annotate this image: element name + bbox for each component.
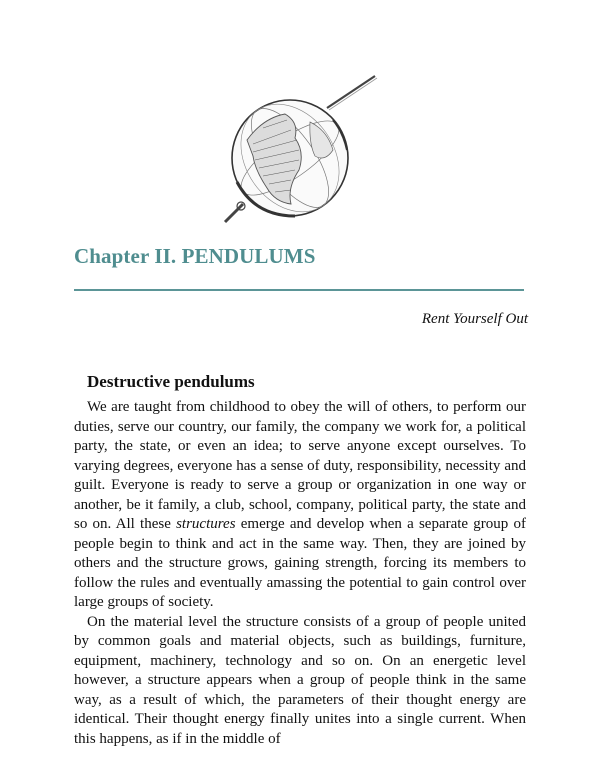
body-text: [74, 398, 526, 749]
epigraph: Rent Yourself Out: [421, 311, 528, 327]
chapter-divider: [74, 289, 524, 291]
paragraph-text: We are taught from childhood to obey the will of others, to perform our duties, serve our country, our family, the company we work for, a political party, the state, or even an idea; to serve anyone except ourselves. To varying degrees, everyone has a sense of duty, responsibility, necessity and guilt. Everyone is ready to serve a group or organization in one way or another, be it family, a club, school, company, political party, the state and so on. All these: [74, 399, 526, 532]
chapter-title: Chapter II. PENDULUMS: [74, 244, 316, 268]
section-heading: Destructive pendulums: [87, 372, 255, 391]
emphasized-word: structures: [176, 516, 236, 532]
paragraph: On the material level the structure consists of a group of people united by common goals and material objects, such as buildings, furniture, equipment, machinery, technology and so on. On an energetic level however, a structure appears when a group of people think in the same way, as a result of which, the parameters of their thought energy are identical. Their thought energy finally unites into a single current. When this happens, as if in the middle of: [74, 613, 526, 747]
pendulum-globe-icon: [215, 70, 385, 230]
paragraph-text: emerge and develop when a separate group of people begin to think and act in the same way. Then, they are joined by others and the structure grows, gaining strength, forcing its members to follow the rules and eventually amassing the potential to gain control over large groups of society.: [74, 516, 526, 610]
paragraph: [74, 398, 526, 613]
